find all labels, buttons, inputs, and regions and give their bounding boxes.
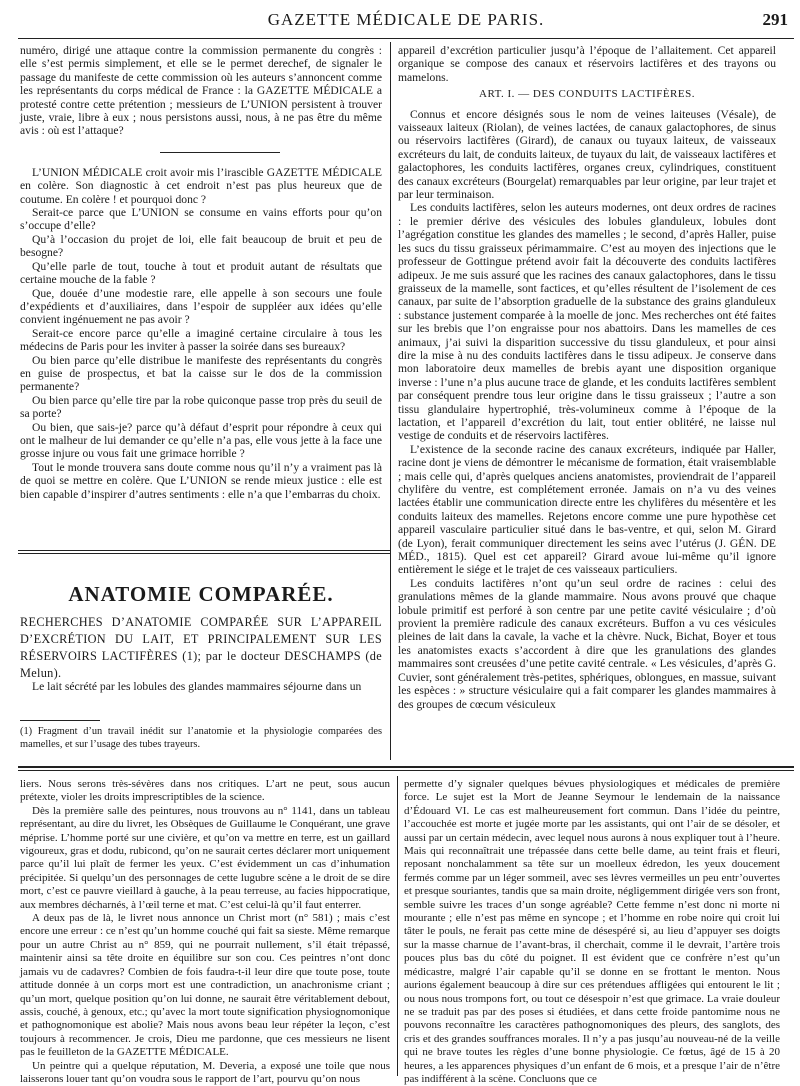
paragraph: Tout le monde trouvera sans doute comme nous qu’il n’y a vraiment pas là de quoi se mettre en colère. Que L’UNION se rende mieux justice : elle est bien capable d’inspirer d’autres sentiments : elle n’a que l’embarras du choix. [20, 460, 382, 501]
section-title: ANATOMIE COMPARÉE. [68, 582, 334, 606]
paragraph: L’existence de la seconde racine des canaux excréteurs, indiquée par Haller, racine dont je viens de démontrer le mécanisme de formation, était vraisemblable ; mais celle qui, d’après quelques anciens anatomistes, proviendrait de l’appareil chylifère du ventre, est complétement erronée. Jamais on n’a vu des veines lactées établir une communication directe entre les chylifères du mésentère et les conduits laiteux des mamelles. Rejetons encore comme une pure hypothèse cet appareil vasculaire particulier situé dans le bas-ventre, et qui, selon M. Girard (de Lyon), ferait communiquer directement les seins avec l’utérus (J. GÉN. DE MÉD., 1815). Quel est cet appareil? Girard avoue lui-même qu’il ignore entièrement le siége et le trajet de ces vaisseaux particuliers. [398, 442, 776, 577]
paragraph: L’UNION MÉDICALE croit avoir mis l’irascible GAZETTE MÉDICALE en colère. Son diagnostic à cet endroit n’est pas plus heureux que de coutume. En colère ! et pourquoi donc ? [20, 165, 382, 206]
footnote-rule [20, 720, 100, 721]
section-rule [18, 550, 390, 554]
paragraph: Les conduits lactifères n’ont qu’un seul ordre de racines : celui des granulations mêmes de la glande mammaire. Nous avons prouvé que chaque lobule primitif est perforé à son centre par une petite cavité vésiculaire ; d’où provient la première radicule des canaux excréteurs. Buffon a vu ces vésicules pleines de lait dans la cavale, la vache et la chèvre. Nuck, Bichat, Boyer et tous les anatomistes exacts s’accordent à dire que les granulations des glandes mammaires sont creusées d’une petite cavité centrale. « Les vésicules, d’après G. Cuvier, sont généralement très-petites, sphériques, oblongues, en massue, suivant les espèces : » structure vésiculaire qui a fait comparer les glandes mammaires à des groupes de cœcum vésiculeux [398, 576, 776, 711]
paragraph: liers. Nous serons très-sévères dans nos critiques. L’art ne peut, sous aucun prétexte, violer les droits imprescriptibles de la science. [20, 778, 390, 804]
paragraph: Qu’à l’occasion du projet de loi, elle fait beaucoup de bruit et peu de besogne? [20, 232, 382, 260]
page-header [18, 10, 794, 39]
feuilleton-column-divider [397, 776, 398, 1076]
separator-line [160, 152, 280, 153]
feuilleton-rule [18, 766, 794, 768]
paragraph: Les conduits lactifères, selon les auteurs modernes, ont deux ordres de racines : le premier dérive des vésicules des lobules glanduleux, lobules dont l’agrégation constitue les glandes des mamelles ; le second, d’après Haller, puise les sucs du tissu graisseux périmammaire. C’est au moyen des injections que le professeur de Gottingue prétend avoir fait la découverte des conduits lactifères adipeux. Je me suis assuré que les racines des canaux galactophores, dans le tissu graisseux de la mamelle, sont factices, et qu’elles résultent de l’isolement de ces canaux, par suite de l’absorption graduelle de la substance des grains glanduleux : substance justement comparée à la moelle de jonc. Mes recherches ont été faites sur les brebis que l’on engraisse pour nos abattoirs. Dans les mamelles de ces animaux, j’ai suivi la disparition successive du tissu glanduleux, et pour ainsi dire la mise à nu des conduits lactifères dans le tissu adipeux. Je conserve dans mon laboratoire deux mamelles de brebis ayant une disposition organique inverse : l’une n’a plus aucune trace de glande, et les conduits lactifères semblent par conséquent prendre tous leur origine dans le tissu graisseux ; l’autre a son tissu glandulaire hypertrophié, très-volumineux comme à l’époque de la lactation, et l’appareil d’excrétion du lait, tout entier oblitéré, ne laisse nul vestige de conduits et de réservoirs lactifères. [398, 201, 776, 443]
paragraph: Ou bien, que sais-je? parce qu’à défaut d’esprit pour répondre à ceux qui ont le malheur de lui demander ce qu’elle n’a pas, elle vous jette à la face une grosse injure ou vous fait une grimace horrible ? [20, 420, 382, 461]
paragraph: Qu’elle parle de tout, touche à tout et produit autant de résultats que certaine mouche de la fable ? [20, 259, 382, 287]
page-number: 291 [762, 10, 788, 29]
paragraph: numéro, dirigé une attaque contre la commission permanente du congrès : elle s’est permis simplement, et elle se le permet derechef, de signaler le passage du manifeste de cette commission où les auteurs s’annoncent comme les représentants du corps médical de France : la GAZETTE MÉDICALE a protesté contre cette prétention ; messieurs de L’UNION persistent à trouver juste, vraie, libre à eux ; nous persistons aussi, nous, à ne pas être du même avis : où est l’attaque? [20, 44, 382, 138]
feuilleton-left-column [20, 778, 390, 1086]
left-column-top [20, 44, 382, 501]
paragraph: Que, douée d’une modestie rare, elle appelle à son secours une foule d’expédients et d’auxiliaires, dans l’espoir de suppléer aux idées qu’elle convient ingénuement ne pas avoir ? [20, 286, 382, 327]
right-column-top [398, 44, 776, 711]
paragraph: Un peintre qui a quelque réputation, M. Deveria, a exposé une toile que nous laisserons louer tant qu’on voudra sous le rapport de l’art, pourvu qu’on nous [20, 1059, 390, 1085]
paragraph: Connus et encore désignés sous le nom de veines laiteuses (Vésale), de vaisseaux laiteux (Riolan), de veines lactées, de canaux galactophores, de sinus ou réservoirs lactifères (Girard), de canaux ou tuyaux laiteux, de vaisseaux excréteurs du lait, de conduits laiteux, de tuyaux du lait, de vaisseaux lactifères et galactophores, les conduits lactifères, organes creux, cylindriques, constituent des canaux excréteurs (Bourgelat) remarquables par leur origine, par leur trajet et par leur terminaison. [398, 107, 776, 202]
column-divider [390, 42, 391, 760]
paragraph: Serait-ce parce que L’UNION se consume en vains efforts pour qu’on s’occupe d’elle? [20, 206, 382, 233]
separator [20, 138, 382, 166]
paragraph: Ou bien parce qu’elle tire par la robe quiconque passe trop près du seuil de sa porte? [20, 393, 382, 421]
paragraph: Ou bien parce qu’elle distribue le manifeste des représentants du congrès en guise de prospectus, et bat la caisse sur le dos de la commission permanente? [20, 353, 382, 394]
article-heading: RECHERCHES D’ANATOMIE COMPARÉE SUR L’APPAREIL D’EXCRÉTION DU LAIT, ET PRINCIPALEMENT SUR LES RÉSERVOIRS LACTIFÈRES (1); par le docteur DESCHAMPS (de Melun). [20, 615, 382, 680]
feuilleton-right-column [404, 778, 780, 1086]
paragraph: A deux pas de là, le livret nous annonce un Christ mort (n° 581) ; mais c’est encore une erreur : ce n’est qu’un homme couché qui fait sa sieste. Même remarque pour un autre Christ au n° 859, qui ne pourrait nullement, s’il était trépassé, maintenir ainsi sa tête droite en équilibre sur son cou. Ces peintres n’ont donc jamais vu de cadavres? Combien de fois faudra-t-il leur dire que toute pose, toute attitude donnée à un corps mort est une contradiction, un anachronisme criant ; qu’un mort, quelque position qu’on lui donne, ne saurait être véritablement debout, assis, couché, à genoux, etc.; qu’avec la mort toute signification physiognomonique et pathognomonique est abolie? Mais nous avons beau leur répéter la leçon, c’est toujours à recommencer. Je crois, Dieu me pardonne, que ces messieurs ne lisent pas le feuilleton de la GAZETTE MÉDICALE. [20, 912, 390, 1059]
paragraph: Serait-ce encore parce qu’elle a imaginé certaine circulaire à tous les médecins de Paris pour les inviter à passer la soirée dans ses bureaux? [20, 326, 382, 354]
lead-paragraph: Le lait sécrété par les lobules des glandes mammaires séjourne dans un [32, 680, 362, 693]
paragraph: Dès la première salle des peintures, nous trouvons au n° 1141, dans un tableau représentant, au dire du livret, les Obsèques de Guillaume le Conquérant, une grave méprise. L’homme porté sur une civière, et qu’on va mettre en terre, est un gaillard vigoureux, gras et dodu, rubicond, qu’on ne saurait certes déclarer mort uniquement parce qu’il lui plaît de fermer les yeux. C’est évidemment un cas d’inhumation précipitée. Si quelqu’un des personnages de cette lugubre scène a le droit de se dire mort, c’est ce pauvre vieillard à gauche, à la peau terreuse, au facies hippocratique, aux membres décharnés, à l’œil terne et mat. C’est celui-là qu’il faut enterrer. [20, 804, 390, 911]
article-subhead: ART. I. — DES CONDUITS LACTIFÈRES. [479, 88, 695, 101]
feuilleton-rule-inner [18, 770, 794, 771]
paragraph: appareil d’excrétion particulier jusqu’à l’époque de l’allaitement. Cet appareil organique se compose des canaux et réservoirs lactifères et des trayons ou mamelons. [398, 44, 776, 84]
paragraph: permette d’y signaler quelques bévues physiologiques et médicales de première force. Le sujet est la Mort de Jeanne Seymour le lendemain de la naissance d’Édouard VI. Le cas est malheureusement fort commun. Dans l’idée du peintre, l’accouchée est morte et jugée morte par les assistants, qui ont l’air de se désoler, et aussi par un certain médecin, avec lequel nous aurons à nous expliquer tout à l’heure. Mais qui reconnaîtrait une trépassée dans cette belle dame, au teint frais et fleuri, reposant nonchalamment sa tête sur un moelleux édredon, les yeux doucement fermés comme par un léger sommeil, avec ses lèvres vermeilles un peu entr’ouvertes et presque souriantes, tandis que sa main droite, négligemment dirigée vers son front, semble suivre les traces d’un songe agréable? Cette femme n’est donc ni morte ni mourante ; elle n’est pas même en syncope ; et l’homme en robe noire qui croit lui tâter le pouls, ne ferait pas cette mine de désespéré si, au lieu d’appuyer ses doigts sur la masse charnue de l’avant-bras, il cherchait, comme il le devrait, l’artère trois pouces plus bas du côté du poignet. Il est évident que ce confrère n’est qu’un médicastre, malgré l’air capable qu’il se donne en se frottant le menton. Nous aurions également beaucoup à dire sur ces prétendues affligées qui entourent le lit ; ou nous nous trompons fort, ou tout ce désespoir n’est que grimace. La vraie douleur ne se traduit pas par des poses si étudiées, et dans cette froide pantomime nous ne pouvons reconnaître les caractères pathognomoniques des pleurs, des sanglots, des cris et des grandes souffrances morales. Il n’y a pas jusqu’au nouveau-né de la veille qui ne brave toutes les règles d’une bonne physiologie. Ce fœtus, âgé de 15 à 20 heures, a les apparences physiques d’un enfant de 6 mois, et a presque l’air de n’être pas indifférent à la scène. Concluons que ce [404, 778, 780, 1085]
footnote: (1) Fragment d’un travail inédit sur l’anatomie et la physiologie comparées des mamelles, et sur l’usage des tubes trayeurs. [20, 726, 382, 750]
running-title: GAZETTE MÉDICALE DE PARIS. [267, 10, 545, 29]
